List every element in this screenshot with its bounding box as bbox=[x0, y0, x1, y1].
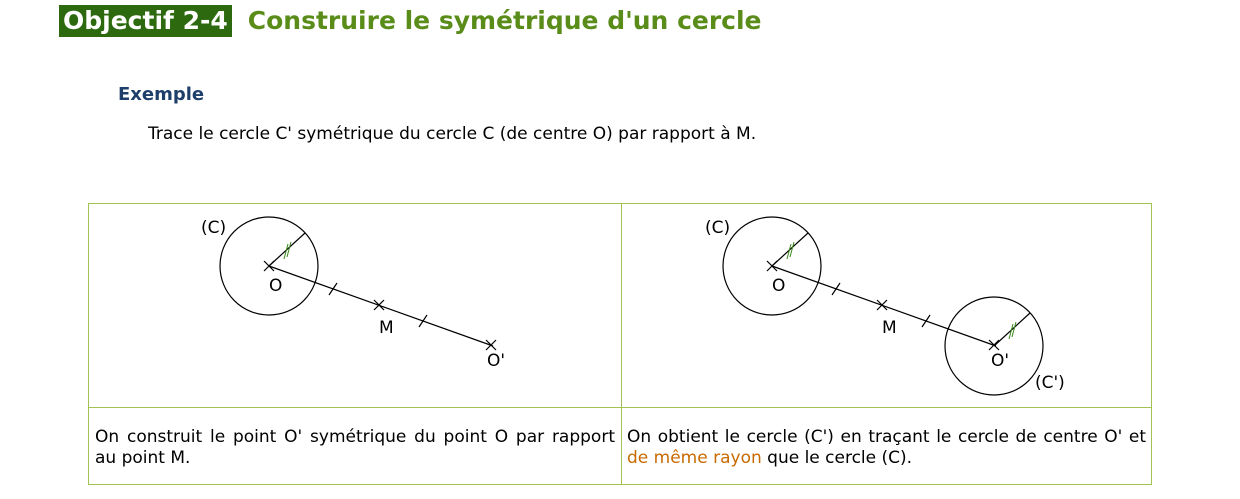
tick-mark-om bbox=[832, 283, 840, 295]
objective-header bbox=[59, 4, 762, 38]
point-m-label: M bbox=[379, 318, 394, 338]
step2-text-end: que le cercle (C). bbox=[761, 448, 913, 468]
point-o-label: O bbox=[269, 276, 283, 296]
step1-description: On construit le point O' symétrique du point O par rapport au point M. bbox=[95, 427, 615, 468]
objective-badge: Objectif 2-4 bbox=[59, 5, 232, 37]
example-instruction: Trace le cercle C' symétrique du cercle C (de centre O) par rapport à M. bbox=[148, 124, 757, 144]
step2-description bbox=[627, 427, 1146, 469]
step1-description-cell bbox=[89, 407, 621, 485]
point-m-cross bbox=[877, 300, 887, 310]
tick-mark-mo-prime bbox=[419, 315, 427, 327]
point-o-prime-cross bbox=[486, 340, 496, 350]
circle-c-prime-label: (C') bbox=[1035, 373, 1065, 393]
tick-mark-mo-prime bbox=[922, 315, 930, 327]
example-label: Exemple bbox=[118, 84, 205, 105]
point-o-label: O bbox=[772, 276, 786, 296]
construction-steps-table bbox=[88, 203, 1152, 485]
step1-diagram bbox=[89, 204, 621, 407]
tick-mark-om bbox=[329, 283, 337, 295]
point-m-cross bbox=[374, 300, 384, 310]
step2-diagram bbox=[622, 204, 1153, 407]
circle-c-label: (C) bbox=[705, 218, 731, 238]
step1-figure bbox=[89, 204, 621, 407]
point-o-cross bbox=[767, 261, 777, 271]
point-m-label: M bbox=[882, 318, 897, 338]
step2-figure bbox=[621, 204, 1152, 407]
point-o-prime-cross bbox=[989, 340, 999, 350]
point-o-prime-label: O' bbox=[991, 351, 1010, 371]
circle-c-label: (C) bbox=[201, 218, 227, 238]
step2-highlight: de même rayon bbox=[627, 448, 762, 468]
point-o-prime-label: O' bbox=[487, 351, 506, 371]
step2-description-cell bbox=[621, 407, 1152, 485]
point-o-cross bbox=[264, 261, 274, 271]
step2-text-start: On obtient le cercle (C') en traçant le cercle de centre O' et bbox=[627, 427, 1146, 447]
objective-title: Construire le symétrique d'un cercle bbox=[247, 6, 762, 35]
